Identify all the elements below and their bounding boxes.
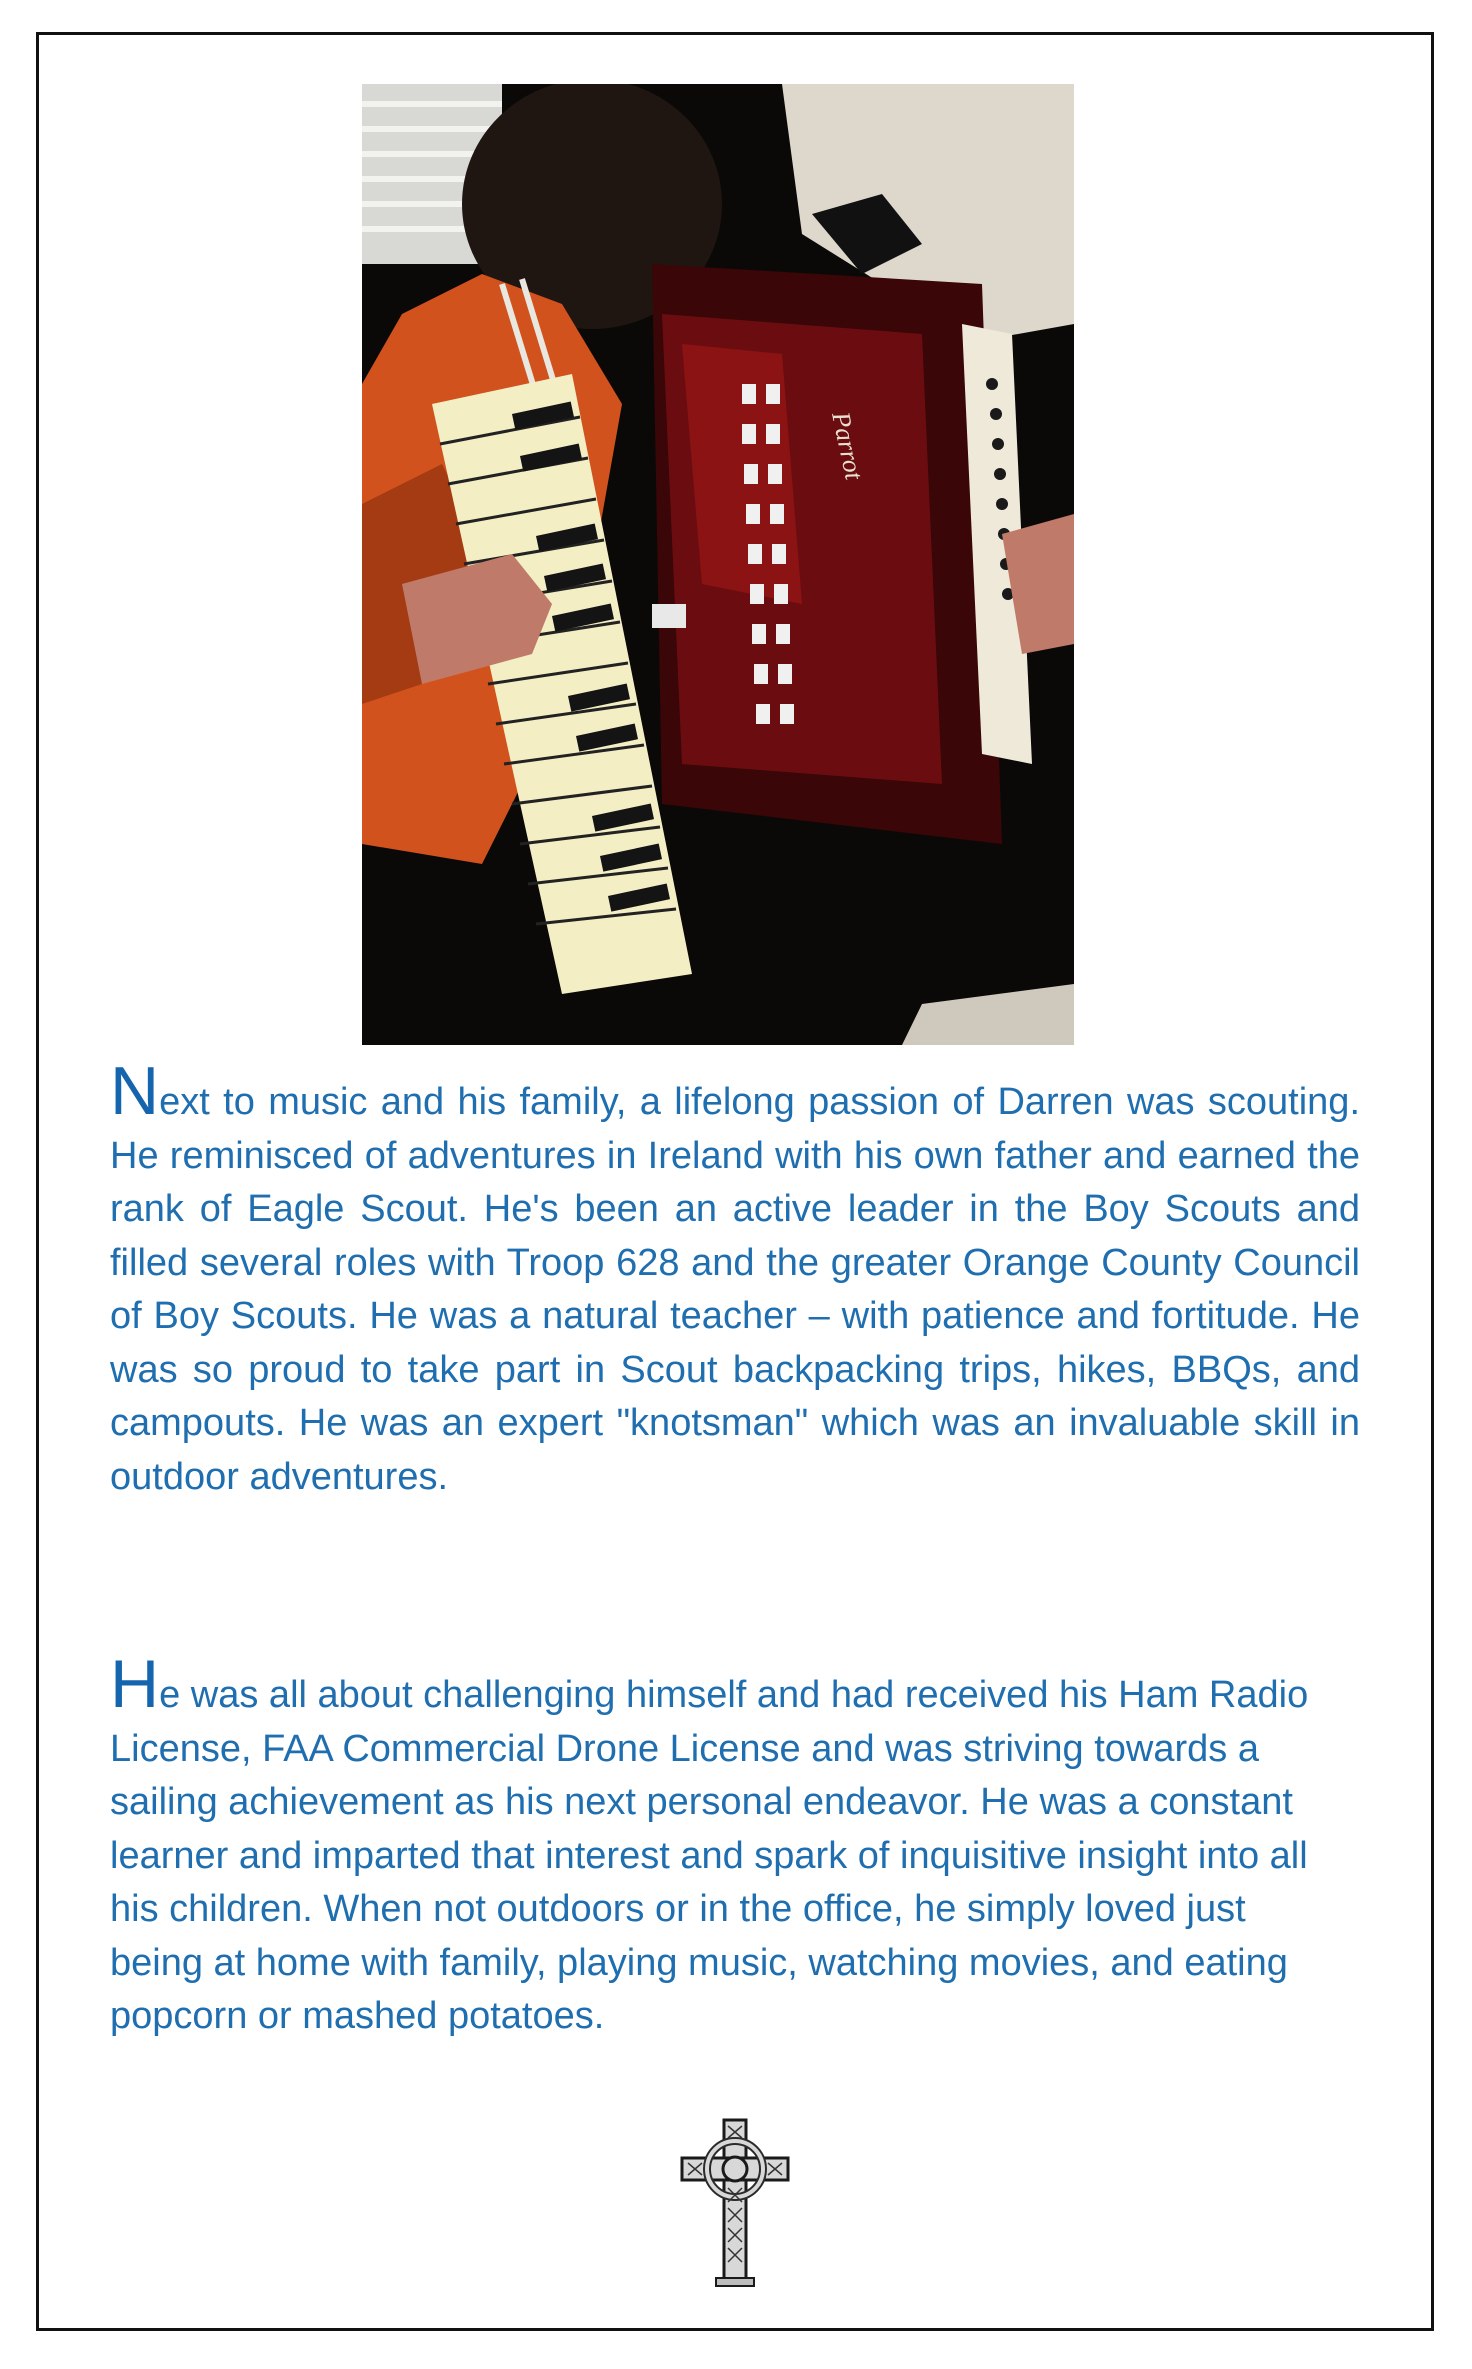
paragraph-text: ext to music and his family, a lifelong passion of Darren was scouting. He reminisced of adventures in Ireland with his own father and earned the rank of Eagle Scout. He's been an active leader in the Boy Scouts and filled several roles with Troop 628 and the greater Orange County Council of Boy Scouts. He was a natural teacher – with patience and fortitude. He was so proud to take part in Scout backpacking trips, hikes, BBQs, and campouts. He was an expert "knotsman" which was an invaluable skill in outdoor adventures.	[110, 1081, 1360, 1498]
accordion-brand-label: Parrot	[826, 409, 869, 483]
interests-paragraph	[110, 1646, 1340, 2044]
accordion-photo	[362, 84, 1074, 1045]
paragraph-text: e was all about challenging himself and had received his Ham Radio License, FAA Commercial Drone License and was striving towards a sailing achievement as his next personal endeavor. He was a constant learner and imparted that interest and spark of inquisitive insight into all his children. When not outdoors or in the office, he simply loved just being at home with family, playing music, watching movies, and eating popcorn or mashed potatoes.	[110, 1674, 1309, 2037]
scouting-paragraph	[110, 1053, 1360, 1504]
celtic-cross-icon	[680, 2118, 790, 2288]
drop-cap: N	[110, 1053, 160, 1129]
drop-cap: H	[110, 1646, 160, 1722]
